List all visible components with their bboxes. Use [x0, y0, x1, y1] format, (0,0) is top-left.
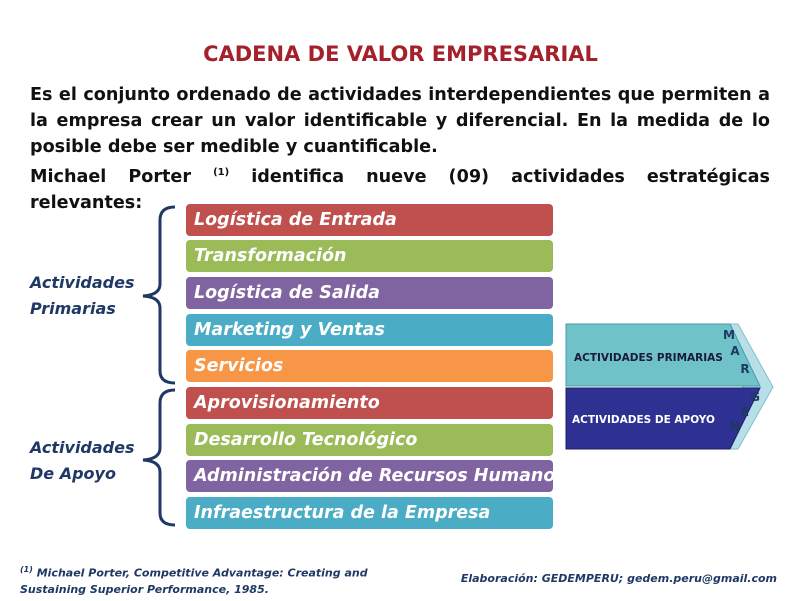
activity-bar: Transformación	[186, 240, 553, 272]
margin-letter: M	[723, 328, 735, 342]
margin-letter: E	[740, 405, 750, 419]
porter-text-start: Michael Porter	[30, 167, 214, 187]
primary-activities-label: ACTIVIDADES PRIMARIAS	[574, 352, 723, 364]
margin-letter: R	[740, 362, 750, 376]
footnote-ref: (1)	[20, 565, 33, 574]
activity-bar: Desarrollo Tecnológico	[186, 424, 553, 456]
group-label-primary-line2: Primarias	[30, 299, 116, 318]
activity-bar: Administración de Recursos Humanos	[186, 460, 553, 492]
activity-bar: Logística de Entrada	[186, 204, 553, 236]
credit-text: Elaboración: GEDEMPERU; gedem.peru@gmail.com	[460, 572, 777, 585]
activity-bar: Marketing y Ventas	[186, 314, 553, 346]
activity-bar: Servicios	[186, 350, 553, 382]
page-title: CADENA DE VALOR EMPRESARIAL	[203, 42, 598, 66]
activity-bar: Infraestructura de la Empresa	[186, 497, 553, 529]
margin-letter: G	[750, 390, 760, 404]
activity-bar: Logística de Salida	[186, 277, 553, 309]
group-label-support-line2: De Apoyo	[30, 464, 116, 483]
support-activities-label: ACTIVIDADES DE APOYO	[572, 414, 715, 426]
porter-text-end: identifica nueve (09) actividades estratégicas relevantes:	[30, 167, 770, 213]
group-label-support-line1: Actividades	[30, 438, 135, 457]
definition-paragraph: Es el conjunto ordenado de actividades interdependientes que permiten a la empresa crear un valor identificable y diferencial. En la medida de lo posible debe ser medible y cuantificable.	[30, 85, 770, 157]
margin-letter: N	[729, 420, 741, 434]
margin-letter: A	[730, 344, 740, 358]
footnote-text: Michael Porter, Competitive Advantage: Creating and Sustaining Superior Performance, 1985.	[20, 566, 368, 596]
porter-footnote-ref: (1)	[213, 167, 230, 178]
group-label-primary-line1: Actividades	[30, 273, 135, 292]
activity-bar: Aprovisionamiento	[186, 387, 553, 419]
footnote	[20, 562, 400, 598]
